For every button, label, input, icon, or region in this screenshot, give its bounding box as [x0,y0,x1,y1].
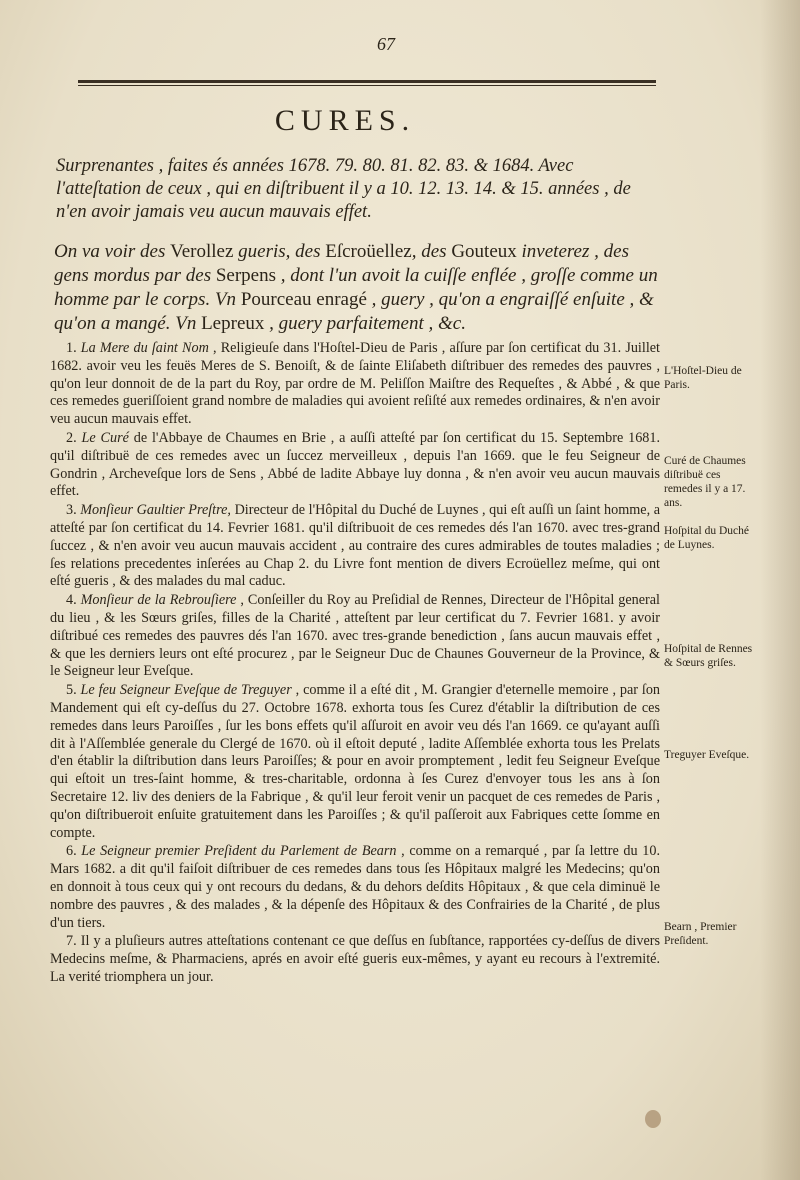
paragraph-number: 3. [66,502,77,519]
intro-text: gueris, des [233,241,326,262]
paragraph-3 [50,502,660,591]
paragraph-lead: Le feu Seigneur Eveſque de Treguyer [80,682,292,699]
page-title: CURES. [274,104,416,137]
header-rule [78,80,656,83]
intro-text: , guery parfaitement , &c. [264,313,466,334]
paragraph-5 [50,682,660,842]
paragraph-text: , Religieuſe dans l'Hoſtel-Dieu de Paris , aſſure par ſon certificat du 31. Juillet 1682. avoir veu les feuës Meres de S. Benoiſt, & de ſainte Eliſabeth diſtribuer des remedes des pauvres , qu'on leur donnoit de de la part du Roy, par ordre de M. Peliſſon Maiſtre des Requeſtes , & Abbé , & que ces remedes gueriſſoient grand nombre de maladies qui avoient reſiſté aux remedes ordinaires, & n'en avoir veu aucun mauvais effet. [50,340,660,428]
paragraph-number: 2. [66,429,77,446]
margin-note-3: Hoſpital du Duché de Luynes. [664,525,749,551]
intro-text: , des [411,241,452,262]
intro-text: , dont l'un avoit la cuiſſe enflée , groſſe comme un homme par le corps. Vn [54,265,658,310]
paragraph-lead: Le Curé [81,429,129,446]
intro-keyword: Lepreux [201,313,265,334]
intro-paragraph [54,240,664,336]
paragraph-1 [50,340,660,429]
paragraph-2 [50,430,660,501]
margin-note-4: Hoſpital de Rennes & Sœurs griſes. [664,643,753,669]
paragraph-text: Directeur de l'Hôpital du Duché de Luynes , qui eſt auſſi un ſaint homme, a atteſté par ſon certificat du 14. Fevrier 1681. qu'il diſtribuoit de ces remedes dés l'an 1670. avec tres-grand ſuccez , & n'en avoir veu aucun mauvais accident , au contraire des cures admirables de toutes maladies ; ſes relations precedentes inſerées au Chap 2. du Livre font mention de divers Ecroüellez meſme, qui ont eſté gueris , & des malades du mal caduc. [50,502,661,590]
paragraph-lead: Monſieur de la Rebrouſiere [80,592,237,609]
intro-keyword: Verollez [170,241,234,262]
paragraph-text: , comme on a remarqué , par ſa lettre du 10. Mars 1682. a dit qu'il faiſoit diſtribuer de ces remedes dans tous ſes Hôpitaux malgré les Medecins; qu'on en donnoit à tous ceux qui y ont recours du dedans, & du dehors deſdits Hôpitaux , & que cela diminuë le nombre des pauvres , & des malades , & la dépenſe des Hôpitaux & des Confrairies de la Charité , de plus d'un tiers. [50,843,660,931]
margin-note-5: Treguyer Eveſque. [664,749,750,761]
paragraph-number: 5. [66,682,77,699]
page-number: 67 [377,34,395,54]
paragraph-text: , comme il a eſté dit , M. Grangier d'eternelle memoire , par ſon Mandement qui eſt cy-deſſus du 27. Octobre 1678. exhorta tous ſes Curez d'établir la diſtribution de ces remedes dans leurs Paroiſſes , ſur les bons effets qu'il aſſuroit en avoir veu dés l'an 1669. ce qu'ayant auſſi dit à l'Aſſemblée generale du Clergé de 1670. où il eſtoit deputé , ladite Aſſemblée exhorta tous les Prelats d'en établir la diſtribution dans leurs Paroiſſes; & pour en avoir promptement , ledit feu Seigneur Eveſque qui eſtoit un tres-ſaint homme, & tres-charitable, ordonna à ſes Curez d'envoyer tous les ans à ſon Secretaire 12. liv des deniers de la Fabrique , & qu'il leur feroit venir un pacquet de ces remedes de Paris , qu'on diſtribueroit enſuite gratuitement dans les Paroiſſes ; & qu'il paſſeroit aux Fabriques cette ſomme en compte. [50,682,661,841]
paragraph-number: 7. [66,933,77,950]
paragraph-text: de l'Abbaye de Chaumes en Brie , a auſſi atteſté par ſon certificat du 15. Septembre 1681. qu'il diſtribuë de ces remedes avec un ſuccez merveilleux , depuis l'an 1669. que le feu Seigneur de Gondrin , Archeveſque lors de Sens , Abbé de ladite Abbaye luy donna , & n'en avoir veu aucun mauvais effet. [50,429,661,500]
intro-keyword: Pourceau enragé [240,289,367,310]
paragraph-lead: Monſieur Gaultier Preſtre, [80,502,231,519]
paragraph-6 [50,843,660,932]
paragraph-text: Il y a pluſieurs autres atteſtations contenant ce que deſſus en ſubſtance, rapportées cy-deſſus de divers Medecins meſme, & Pharmaciens, aprés en avoir eſté gueris eux-mêmes, y ayant eu recours à l'extremité. La verité triomphera un jour. [50,933,661,985]
header-rule-thin [78,85,656,86]
ink-stain [645,1110,661,1128]
margin-note-6: Bearn , Premier Preſident. [664,921,737,947]
body-text [50,340,660,988]
intro-text: , guery , qu'on a engraiſſé enſuite , & qu'on a mangé. Vn [54,289,654,334]
paragraph-4 [50,592,660,681]
paragraph-number: 4. [66,592,77,609]
paragraph-number: 1. [66,340,77,356]
paragraph-7 [50,933,660,986]
subtitle: Surprenantes , faites és années 1678. 79. 80. 81. 82. 83. & 1684. Avec l'atteſtation de ceux , qui en diſtribuent il y a 10. 12. 13. 14. & 15. années , de n'en avoir jamais veu aucun mauvais effet. [56,156,631,222]
intro-text: On va voir des [54,241,171,262]
margin-note-2: Curé de Chaumes diſtribuë ces remedes il y a 17. ans. [664,455,746,509]
intro-text: inveterez , des gens mordus par des [54,241,629,286]
page-edge-shadow [760,0,800,1180]
margin-note-1: L'Hoſtel-Dieu de Paris. [664,365,742,391]
paragraph-lead: Le Seigneur premier Preſident du Parlement de Bearn [81,843,397,860]
intro-keyword: Serpens [215,265,277,286]
paragraph-lead: La Mere du ſaint Nom [80,340,209,356]
intro-keyword: Gouteux [451,241,517,262]
paragraph-number: 6. [66,843,77,860]
paragraph-text: , Conſeiller du Roy au Preſidial de Rennes, Directeur de l'Hôpital general du lieu , & les Sœurs griſes, filles de la Charité , atteſtent par leur certificat du 7. Fevrier 1681. y avoir diſtribué ces remedes des pauvres dés l'an 1670. avec tres-grande benediction , ſans aucun mauvais effet , & que les derniers leurs ont eſté procurez , par le Seigneur Duc de Chaunes Gouverneur de la Province, & le Seigneur leur Eveſque. [50,592,661,680]
intro-keyword: Eſcroüellez [325,241,412,262]
